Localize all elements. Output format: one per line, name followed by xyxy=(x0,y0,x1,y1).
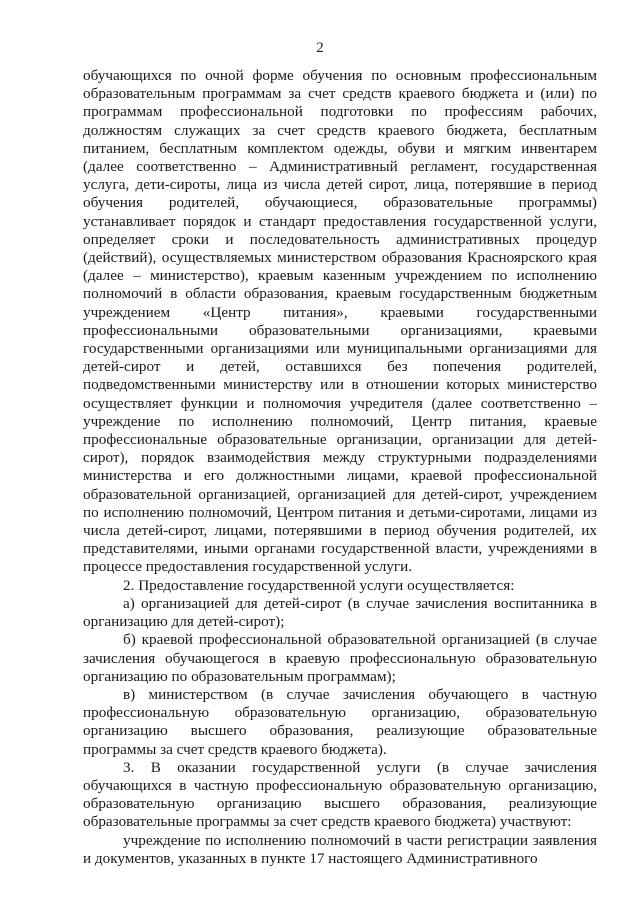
paragraph-subitem-b: б) краевой профессиональной образовательной организацией (в случае зачисления обучающегося в краевую профессиональную образовательную организацию по образовательным программам); xyxy=(83,631,597,685)
paragraph-subitem-a: а) организацией для детей-сирот (в случае зачисления воспитанника в организацию для детей-сирот); xyxy=(83,594,597,631)
paragraph-participant: учреждение по исполнению полномочий в части регистрации заявления и документов, указанных в пункте 17 настоящего Административного xyxy=(83,831,597,867)
paragraph-item-3: 3. В оказании государственной услуги (в случае зачисления обучающихся в частную профессиональную образовательную организацию, образовательную организацию высшего образования, реализующие образовательные программы за счет средств краевого бюджета) участвуют: xyxy=(83,758,597,831)
page-number: 2 xyxy=(316,40,324,56)
paragraph-continuation: обучающихся по очной форме обучения по основным профессиональным образовательным программам за счет средств краевого бюджета и (или) по программам профессиональной подготовки по профессиям рабочих, должностям служащих за счет средств краевого бюджета, бесплатным питанием, бесплатным комплектом одежды, обуви и мягким инвентарем (далее соответственно – Административный регламент, государственная услуга, дети-сироты, лица из числа детей сирот, лица, потерявшие в период обучения родителей, обучающиеся, образовательные программы) устанавливает порядок и стандарт предоставления государственной услуги, определяет сроки и последовательность административных процедур (действий), осуществляемых министерством образования Красноярского края (далее – министерство), краевым казенным учреждением по исполнению полномочий в области образования, краевым государственным бюджетным учреждением «Центр питания», краевыми государственными профессиональными образовательными организациями, краевыми государственными организациями или муниципальными организациями для детей-сирот и детей, оставшихся без попечения родителей, подведомственными министерству или в отношении которых министерство осуществляет функции и полномочия учредителя (далее соответственно – учреждение по исполнению полномочий, Центр питания, краевые профессиональные образовательные организации, организации для детей-сирот), порядок взаимодействия между структурными подразделениями министерства и его должностными лицами, краевой профессиональной образовательной организацией, организацией для детей-сирот, учреждением по исполнению полномочий, Центром питания и детьми-сиротами, лицами из числа детей-сирот, лицами, потерявшими в период обучения родителей, их представителями, иными органами государственной власти, учреждениями в процессе предоставления государственной услуги. xyxy=(83,67,597,576)
paragraph-subitem-v: в) министерством (в случае зачисления обучающего в частную профессиональную образовательную организацию, образовательную организацию высшего образования, реализующие образовательные программы за счет средств краевого бюджета). xyxy=(83,685,597,758)
document-body xyxy=(83,67,597,868)
paragraph-item-2: 2. Предоставление государственной услуги осуществляется: xyxy=(123,576,515,594)
